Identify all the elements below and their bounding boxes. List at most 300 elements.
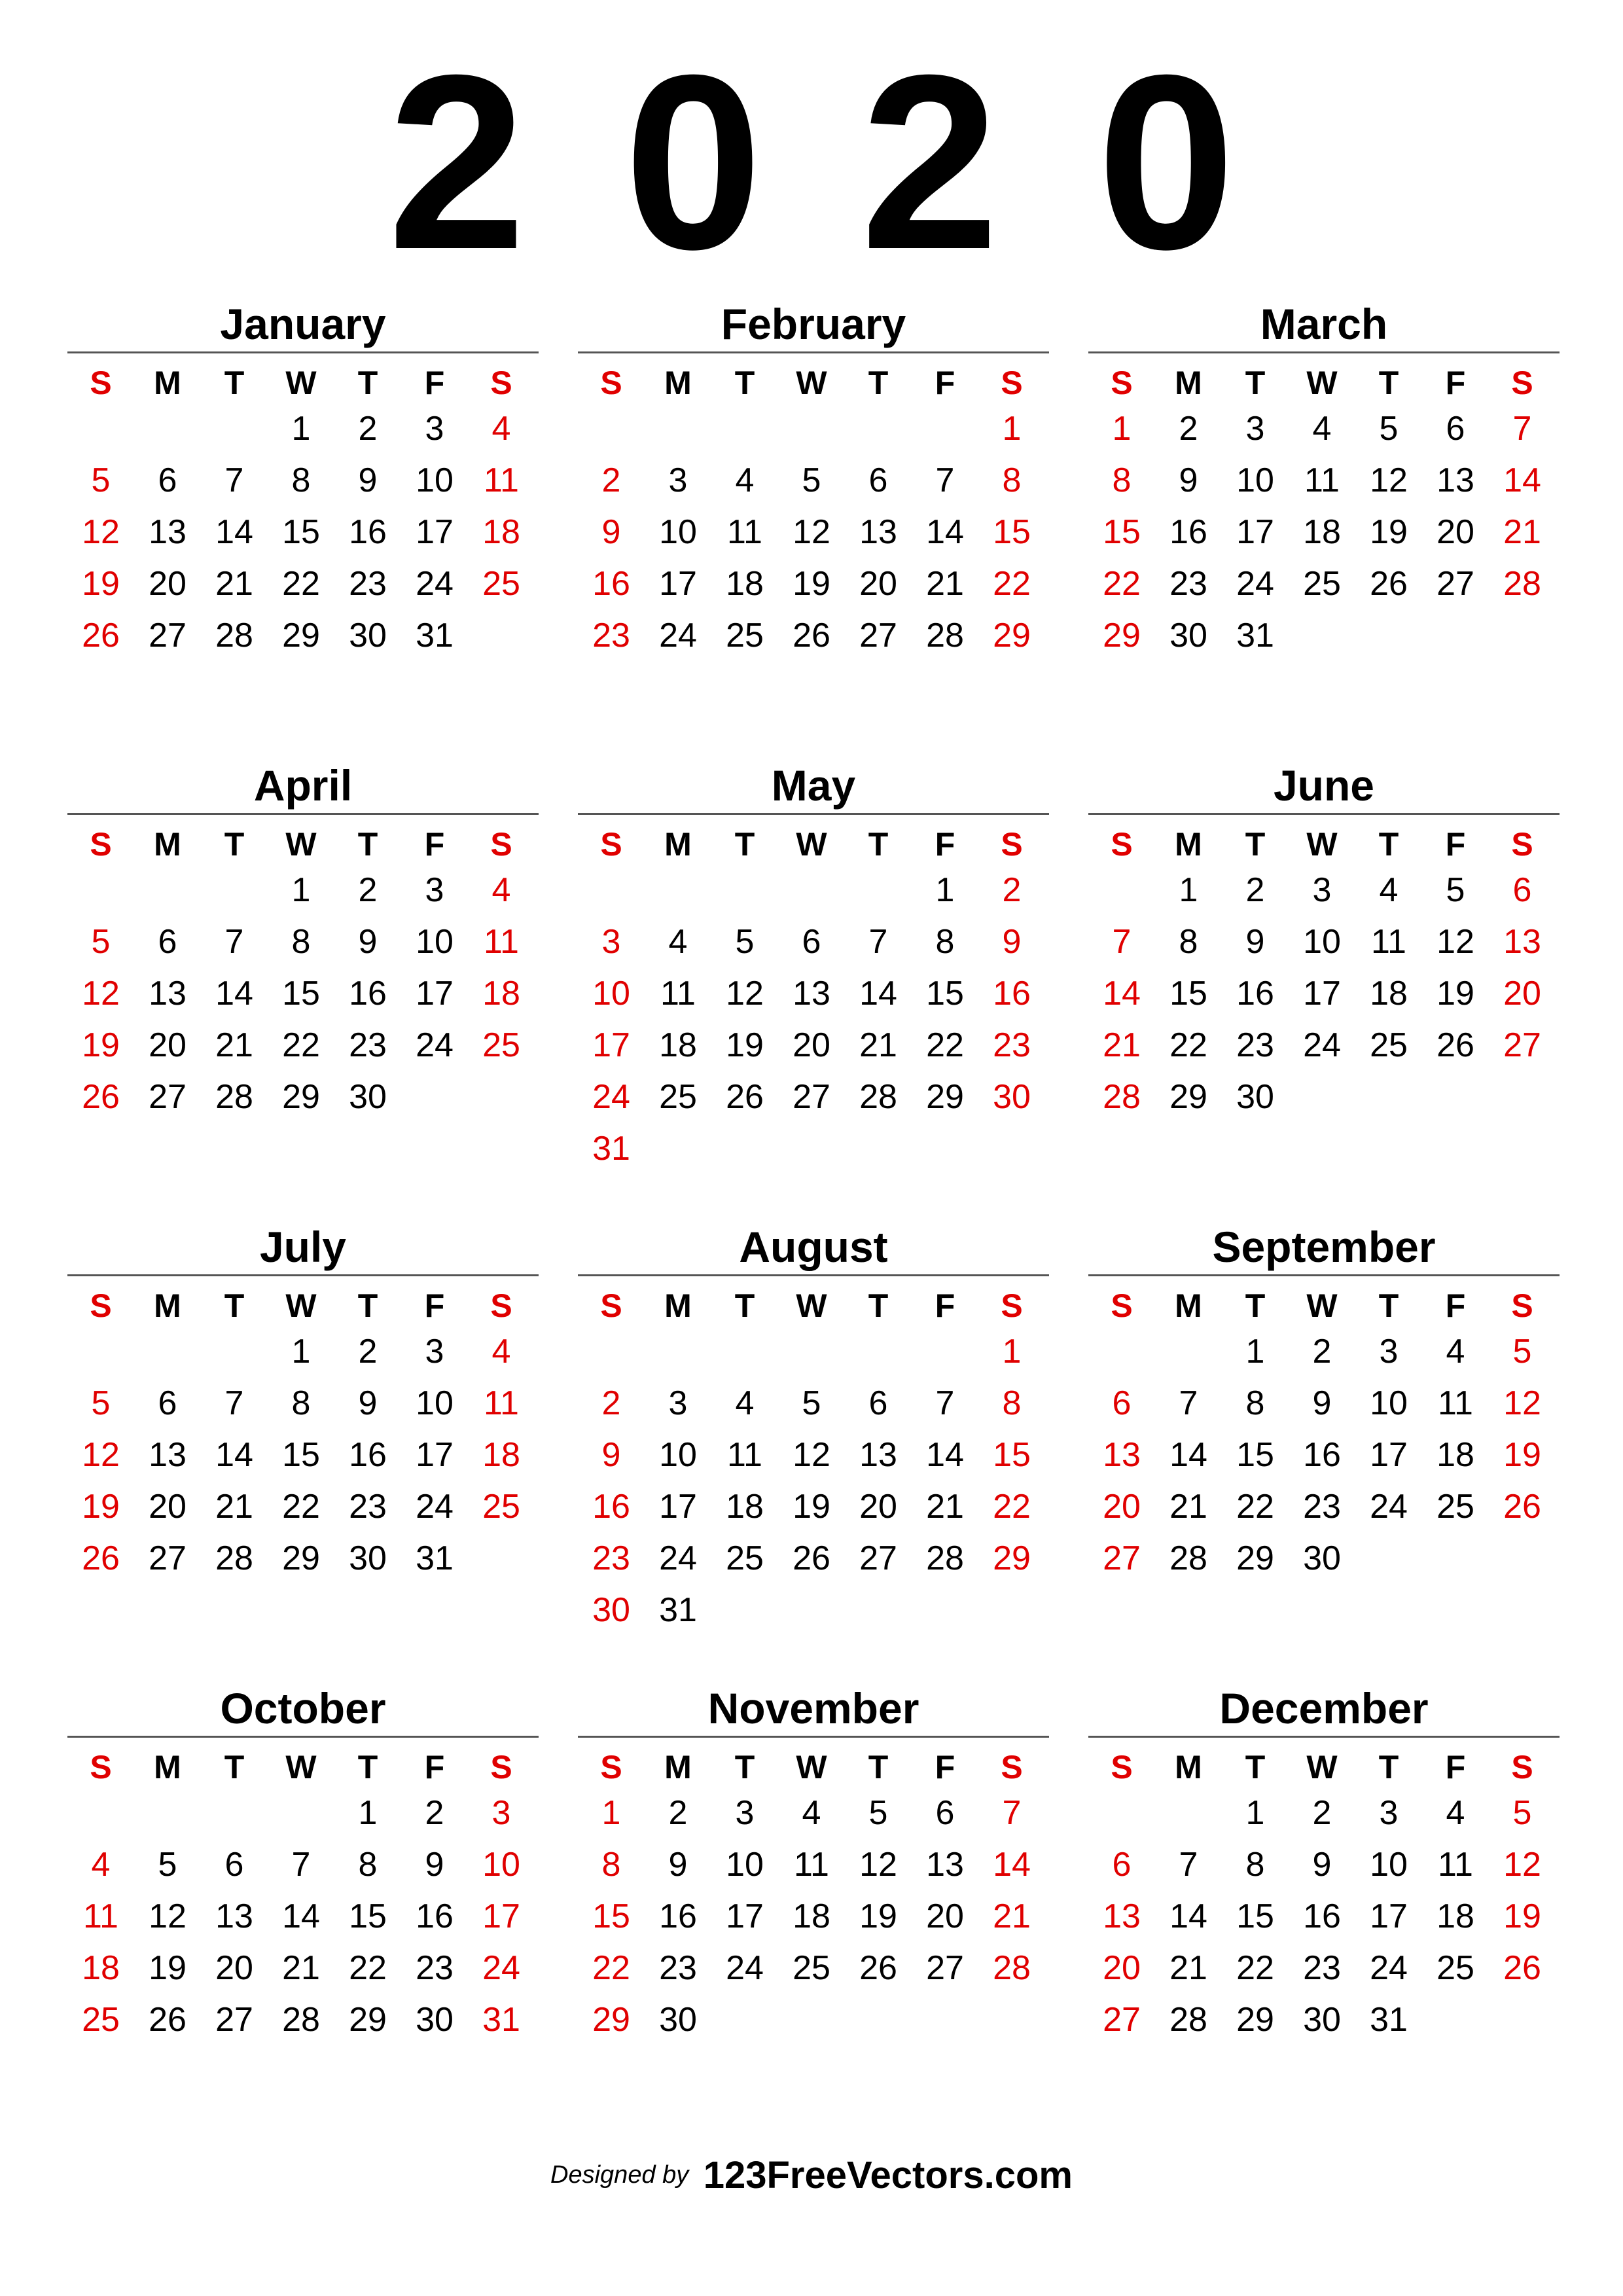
day-cell: 4 [1379, 871, 1399, 909]
month-name: February [721, 300, 906, 348]
day-cell: 17 [1303, 975, 1341, 1013]
day-cell: 16 [1303, 1897, 1341, 1935]
day-cell: 21 [993, 1897, 1031, 1935]
day-cell: 5 [91, 923, 111, 961]
weekday-header: M [664, 365, 692, 401]
day-cell: 22 [1236, 1488, 1274, 1526]
day-cell: 5 [802, 1384, 821, 1422]
day-cell: 28 [1103, 1078, 1141, 1116]
day-cell: 2 [1312, 1794, 1332, 1832]
month-name: April [253, 761, 353, 810]
day-cell: 24 [726, 1949, 764, 1987]
day-cell: 16 [349, 513, 387, 551]
day-cell: 10 [416, 923, 454, 961]
day-cell: 13 [149, 1436, 187, 1474]
day-cell: 29 [993, 1539, 1031, 1577]
day-cell: 18 [793, 1897, 830, 1935]
weekday-header: T [868, 1749, 889, 1785]
day-cell: 2 [425, 1794, 444, 1832]
day-cell: 3 [425, 871, 444, 909]
day-cell: 22 [282, 1026, 320, 1064]
day-cell: 27 [149, 1078, 187, 1116]
day-cell: 2 [1245, 871, 1265, 909]
day-cell: 14 [1503, 461, 1541, 499]
day-cell: 14 [926, 1436, 964, 1474]
weekday-header: F [424, 365, 445, 401]
day-cell: 11 [660, 975, 696, 1013]
day-cell: 22 [282, 565, 320, 603]
weekday-header: W [1306, 826, 1338, 863]
day-cell: 3 [1379, 1333, 1399, 1371]
day-cell: 30 [349, 1539, 387, 1577]
day-cell: 17 [1370, 1897, 1408, 1935]
day-cell: 15 [1169, 975, 1207, 1013]
day-cell: 17 [659, 1488, 697, 1526]
day-cell: 7 [1179, 1846, 1198, 1884]
weekday-header: M [154, 1287, 181, 1324]
month-june [1088, 759, 1560, 1178]
month-divider [1088, 351, 1560, 353]
day-cell: 24 [659, 1539, 697, 1577]
weekday-header: T [1245, 365, 1266, 401]
weekday-header: S [90, 1749, 112, 1785]
weekday-header: T [357, 1749, 378, 1785]
month-name: October [220, 1684, 386, 1732]
weekday-header: S [1511, 1287, 1533, 1324]
weekday-header: W [796, 1287, 827, 1324]
day-cell: 20 [1103, 1488, 1141, 1526]
day-cell: 26 [149, 2001, 187, 2039]
day-cell: 19 [1436, 975, 1474, 1013]
weekday-header: S [600, 1287, 622, 1324]
day-cell: 3 [1245, 410, 1265, 448]
day-cell: 23 [1303, 1949, 1341, 1987]
day-cell: 16 [592, 565, 630, 603]
day-cell: 10 [726, 1846, 764, 1884]
day-cell: 16 [1236, 975, 1274, 1013]
weekday-header: T [1245, 826, 1266, 863]
day-cell: 29 [349, 2001, 387, 2039]
day-cell: 7 [1179, 1384, 1198, 1422]
day-cell: 14 [215, 513, 253, 551]
month-name: November [707, 1684, 919, 1732]
day-cell: 14 [282, 1897, 320, 1935]
day-cell: 20 [1103, 1949, 1141, 1987]
day-cell: 6 [1112, 1846, 1132, 1884]
day-cell: 9 [1002, 923, 1022, 961]
day-cell: 6 [935, 1794, 955, 1832]
day-cell: 13 [149, 513, 187, 551]
day-cell: 5 [1379, 410, 1399, 448]
day-cell: 21 [926, 1488, 964, 1526]
day-cell: 12 [1370, 461, 1408, 499]
day-cell: 19 [859, 1897, 897, 1935]
day-cell: 15 [282, 1436, 320, 1474]
day-cell: 31 [482, 2001, 520, 2039]
day-cell: 26 [82, 617, 120, 655]
day-cell: 23 [592, 1539, 630, 1577]
weekday-header: M [664, 1287, 692, 1324]
day-cell: 3 [668, 1384, 688, 1422]
day-cell: 26 [793, 1539, 830, 1577]
day-cell: 19 [82, 1026, 120, 1064]
day-cell: 22 [349, 1949, 387, 1987]
day-cell: 10 [1370, 1846, 1408, 1884]
day-cell: 4 [735, 1384, 755, 1422]
day-cell: 19 [726, 1026, 764, 1064]
day-cell: 24 [416, 1488, 454, 1526]
day-cell: 7 [224, 1384, 244, 1422]
month-name: May [771, 761, 856, 810]
day-cell: 15 [1236, 1897, 1274, 1935]
month-august [578, 1221, 1049, 1640]
weekday-header: M [1175, 826, 1202, 863]
day-cell: 27 [859, 1539, 897, 1577]
day-cell: 27 [1103, 1539, 1141, 1577]
day-cell: 9 [358, 1384, 378, 1422]
day-cell: 12 [82, 513, 120, 551]
month-name: July [259, 1223, 347, 1271]
day-cell: 2 [358, 410, 378, 448]
day-cell: 31 [659, 1591, 697, 1629]
day-cell: 27 [793, 1078, 830, 1116]
day-cell: 17 [1236, 513, 1274, 551]
weekday-header: T [1378, 826, 1399, 863]
month-name: August [739, 1223, 888, 1271]
day-cell: 6 [1112, 1384, 1132, 1422]
day-cell: 21 [1169, 1488, 1207, 1526]
day-cell: 16 [659, 1897, 697, 1935]
day-cell: 8 [1245, 1846, 1265, 1884]
day-cell: 3 [425, 1333, 444, 1371]
day-cell: 2 [1312, 1333, 1332, 1371]
weekday-header: F [935, 1749, 955, 1785]
day-cell: 4 [735, 461, 755, 499]
day-cell: 9 [358, 923, 378, 961]
day-cell: 21 [1169, 1949, 1207, 1987]
day-cell: 10 [592, 975, 630, 1013]
day-cell: 5 [1512, 1794, 1532, 1832]
day-cell: 8 [1112, 461, 1132, 499]
day-cell: 12 [793, 1436, 830, 1474]
day-cell: 10 [1303, 923, 1341, 961]
weekday-header: M [154, 1749, 181, 1785]
day-cell: 3 [1312, 871, 1332, 909]
day-cell: 25 [82, 2001, 120, 2039]
day-cell: 6 [868, 1384, 888, 1422]
day-cell: 29 [282, 1539, 320, 1577]
weekday-header: M [1175, 365, 1202, 401]
day-cell: 28 [1169, 1539, 1207, 1577]
day-cell: 5 [158, 1846, 177, 1884]
day-cell: 17 [416, 975, 454, 1013]
day-cell: 9 [1245, 923, 1265, 961]
day-cell: 3 [1379, 1794, 1399, 1832]
day-cell: 6 [224, 1846, 244, 1884]
day-cell: 9 [1179, 461, 1198, 499]
day-cell: 30 [1236, 1078, 1274, 1116]
day-cell: 22 [926, 1026, 964, 1064]
day-cell: 4 [668, 923, 688, 961]
day-cell: 10 [659, 513, 697, 551]
day-cell: 11 [484, 1384, 519, 1422]
weekday-header: S [1001, 1287, 1023, 1324]
weekday-header: W [285, 1287, 317, 1324]
weekday-header: S [600, 826, 622, 863]
day-cell: 4 [1446, 1794, 1465, 1832]
weekday-header: W [796, 1749, 827, 1785]
day-cell: 13 [1503, 923, 1541, 961]
day-cell: 25 [726, 1539, 764, 1577]
day-cell: 8 [1179, 923, 1198, 961]
day-cell: 11 [794, 1846, 829, 1884]
day-cell: 15 [1103, 513, 1141, 551]
day-cell: 10 [659, 1436, 697, 1474]
day-cell: 12 [82, 1436, 120, 1474]
day-cell: 26 [726, 1078, 764, 1116]
day-cell: 1 [1112, 410, 1132, 448]
day-cell: 12 [859, 1846, 897, 1884]
day-cell: 4 [1312, 410, 1332, 448]
day-cell: 18 [726, 565, 764, 603]
day-cell: 23 [592, 617, 630, 655]
day-cell: 27 [149, 617, 187, 655]
day-cell: 26 [1503, 1949, 1541, 1987]
day-cell: 15 [282, 975, 320, 1013]
day-cell: 30 [1303, 1539, 1341, 1577]
weekday-header: T [868, 365, 889, 401]
day-cell: 23 [1236, 1026, 1274, 1064]
month-january [67, 298, 539, 717]
day-cell: 18 [1436, 1436, 1474, 1474]
weekday-header: S [1111, 1749, 1133, 1785]
day-cell: 6 [802, 923, 821, 961]
weekday-header: S [90, 826, 112, 863]
day-cell: 10 [416, 461, 454, 499]
day-cell: 6 [1446, 410, 1465, 448]
weekday-header: T [224, 1287, 245, 1324]
day-cell: 30 [592, 1591, 630, 1629]
day-cell: 5 [735, 923, 755, 961]
weekday-header: T [224, 1749, 245, 1785]
day-cell: 3 [668, 461, 688, 499]
day-cell: 20 [926, 1897, 964, 1935]
day-cell: 5 [802, 461, 821, 499]
day-cell: 27 [215, 2001, 253, 2039]
day-cell: 27 [1103, 2001, 1141, 2039]
day-cell: 24 [416, 565, 454, 603]
day-cell: 21 [215, 1488, 253, 1526]
day-cell: 1 [601, 1794, 621, 1832]
day-cell: 28 [926, 617, 964, 655]
day-cell: 24 [1236, 565, 1274, 603]
day-cell: 3 [491, 1794, 511, 1832]
day-cell: 24 [592, 1078, 630, 1116]
day-cell: 20 [1503, 975, 1541, 1013]
day-cell: 8 [935, 923, 955, 961]
weekday-header: S [600, 1749, 622, 1785]
day-cell: 13 [926, 1846, 964, 1884]
day-cell: 8 [291, 923, 311, 961]
day-cell: 25 [1370, 1026, 1408, 1064]
day-cell: 6 [158, 461, 177, 499]
weekday-header: F [935, 1287, 955, 1324]
day-cell: 5 [91, 1384, 111, 1422]
weekday-header: M [664, 1749, 692, 1785]
day-cell: 3 [425, 410, 444, 448]
weekday-header: S [1001, 1749, 1023, 1785]
day-cell: 14 [859, 975, 897, 1013]
day-cell: 1 [1245, 1794, 1265, 1832]
day-cell: 7 [868, 923, 888, 961]
day-cell: 31 [416, 1539, 454, 1577]
day-cell: 23 [416, 1949, 454, 1987]
day-cell: 8 [1245, 1384, 1265, 1422]
day-cell: 9 [1312, 1846, 1332, 1884]
year-title: 2020 [387, 23, 1334, 301]
day-cell: 24 [482, 1949, 520, 1987]
day-cell: 2 [601, 1384, 621, 1422]
day-cell: 8 [291, 461, 311, 499]
day-cell: 1 [358, 1794, 378, 1832]
day-cell: 24 [1370, 1949, 1408, 1987]
day-cell: 13 [215, 1897, 253, 1935]
month-divider [1088, 1274, 1560, 1276]
weekday-header: T [224, 365, 245, 401]
month-july [67, 1221, 539, 1640]
day-cell: 12 [149, 1897, 187, 1935]
day-cell: 18 [482, 1436, 520, 1474]
day-cell: 16 [416, 1897, 454, 1935]
day-cell: 20 [215, 1949, 253, 1987]
day-cell: 30 [1169, 617, 1207, 655]
day-cell: 6 [868, 461, 888, 499]
day-cell: 29 [926, 1078, 964, 1116]
day-cell: 22 [1169, 1026, 1207, 1064]
day-cell: 17 [726, 1897, 764, 1935]
month-april [67, 759, 539, 1178]
weekday-header: W [796, 365, 827, 401]
day-cell: 9 [601, 1436, 621, 1474]
day-cell: 19 [1503, 1897, 1541, 1935]
day-cell: 29 [993, 617, 1031, 655]
day-cell: 16 [1169, 513, 1207, 551]
weekday-header: M [154, 826, 181, 863]
day-cell: 11 [1371, 923, 1406, 961]
day-cell: 30 [349, 1078, 387, 1116]
month-divider [67, 351, 539, 353]
weekday-header: M [1175, 1287, 1202, 1324]
brand-name: 123FreeVectors.com [703, 2154, 1073, 2197]
month-divider [578, 1736, 1049, 1738]
day-cell: 30 [1303, 2001, 1341, 2039]
day-cell: 1 [291, 1333, 311, 1371]
day-cell: 20 [149, 1488, 187, 1526]
day-cell: 11 [83, 1897, 118, 1935]
day-cell: 14 [993, 1846, 1031, 1884]
day-cell: 12 [1503, 1846, 1541, 1884]
day-cell: 7 [224, 461, 244, 499]
weekday-header: M [664, 826, 692, 863]
day-cell: 5 [1512, 1333, 1532, 1371]
day-cell: 6 [1512, 871, 1532, 909]
weekday-header: F [424, 826, 445, 863]
day-cell: 31 [1236, 617, 1274, 655]
day-cell: 19 [82, 1488, 120, 1526]
day-cell: 22 [993, 565, 1031, 603]
day-cell: 21 [215, 1026, 253, 1064]
day-cell: 7 [1002, 1794, 1022, 1832]
day-cell: 15 [282, 513, 320, 551]
weekday-header: S [1111, 826, 1133, 863]
day-cell: 10 [1236, 461, 1274, 499]
day-cell: 29 [592, 2001, 630, 2039]
day-cell: 8 [1002, 461, 1022, 499]
day-cell: 19 [793, 1488, 830, 1526]
day-cell: 7 [224, 923, 244, 961]
weekday-header: T [868, 1287, 889, 1324]
day-cell: 30 [349, 617, 387, 655]
day-cell: 17 [659, 565, 697, 603]
day-cell: 14 [215, 975, 253, 1013]
weekday-header: S [1001, 826, 1023, 863]
day-cell: 22 [592, 1949, 630, 1987]
day-cell: 13 [1436, 461, 1474, 499]
month-divider [578, 351, 1049, 353]
day-cell: 11 [1304, 461, 1340, 499]
day-cell: 22 [1103, 565, 1141, 603]
day-cell: 21 [1503, 513, 1541, 551]
day-cell: 20 [1436, 513, 1474, 551]
day-cell: 28 [859, 1078, 897, 1116]
weekday-header: S [490, 1749, 512, 1785]
day-cell: 24 [659, 617, 697, 655]
month-divider [1088, 1736, 1560, 1738]
day-cell: 14 [215, 1436, 253, 1474]
day-cell: 8 [358, 1846, 378, 1884]
weekday-header: T [224, 826, 245, 863]
day-cell: 25 [482, 1488, 520, 1526]
weekday-header: W [1306, 1749, 1338, 1785]
day-cell: 20 [859, 1488, 897, 1526]
day-cell: 24 [1303, 1026, 1341, 1064]
weekday-header: F [1445, 1287, 1466, 1324]
weekday-header: F [424, 1287, 445, 1324]
day-cell: 7 [935, 1384, 955, 1422]
day-cell: 16 [993, 975, 1031, 1013]
day-cell: 24 [416, 1026, 454, 1064]
day-cell: 22 [993, 1488, 1031, 1526]
weekday-header: S [1511, 826, 1533, 863]
weekday-header: T [1378, 1749, 1399, 1785]
weekday-header: W [285, 826, 317, 863]
day-cell: 14 [1169, 1436, 1207, 1474]
day-cell: 29 [282, 1078, 320, 1116]
weekday-header: M [154, 365, 181, 401]
day-cell: 28 [282, 2001, 320, 2039]
month-divider [1088, 813, 1560, 815]
day-cell: 18 [726, 1488, 764, 1526]
day-cell: 23 [349, 565, 387, 603]
day-cell: 25 [659, 1078, 697, 1116]
day-cell: 13 [859, 1436, 897, 1474]
weekday-header: S [1111, 1287, 1133, 1324]
weekday-header: S [1111, 365, 1133, 401]
day-cell: 29 [1236, 2001, 1274, 2039]
day-cell: 15 [993, 1436, 1031, 1474]
day-cell: 1 [1245, 1333, 1265, 1371]
day-cell: 17 [416, 513, 454, 551]
